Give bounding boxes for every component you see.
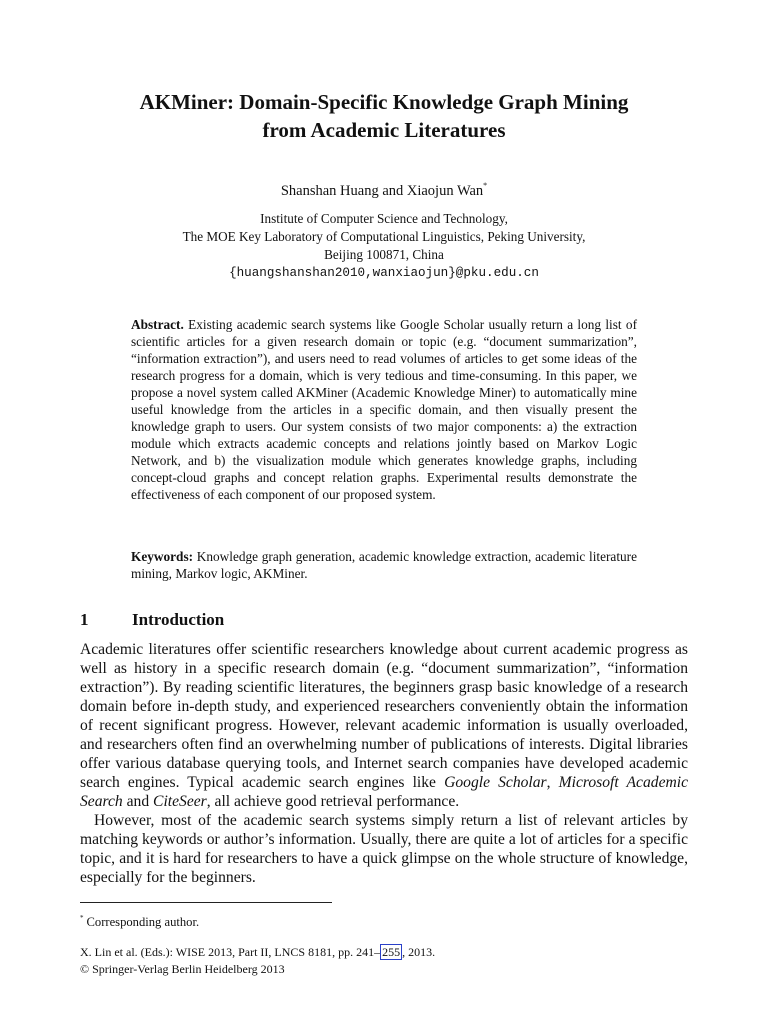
engine-google-scholar: Google Scholar	[444, 774, 547, 791]
keywords	[131, 548, 637, 582]
section-heading	[80, 609, 224, 631]
citation-suffix: , 2013.	[402, 945, 436, 959]
section-number: 1	[80, 610, 89, 629]
abstract	[131, 316, 637, 503]
keywords-label: Keywords:	[131, 549, 194, 564]
affiliation-line-3: Beijing 100871, China	[324, 247, 444, 262]
intro-paragraph-1-end: , all achieve good retrieval performance.	[206, 793, 460, 810]
intro-paragraph-1	[80, 640, 688, 811]
introduction-body	[80, 640, 688, 887]
author-names: Shanshan Huang and Xiaojun Wan	[280, 183, 484, 199]
corresponding-author-mark: *	[483, 181, 488, 190]
abstract-label: Abstract.	[131, 317, 184, 332]
affiliation-line-1: Institute of Computer Science and Technology,	[260, 211, 508, 226]
abstract-text: Existing academic search systems like Google Scholar usually return a long list of scientific articles for a given research domain or topic (e.g. “document summarization”, “information extraction”), and users need to read volumes of articles to get some ideas of the research progress for a domain, which is very tedious and time-consuming. In this paper, we propose a novel system called AKMiner (Academic Knowledge Miner) to automatically mine useful knowledge from the articles in a specific domain, and then visually present the knowledge graph to users. Our system consists of two major components: a) the extraction module which extracts academic concepts and relations jointly based on Markov Logic Network, and b) the visualization module which generates knowledge graphs, including concept-cloud graphs and concept relation graphs. Experimental results demonstrate the effectiveness of each component of our proposed system.	[131, 317, 637, 502]
engine-microsoft-academic-search: Microsoft Academic Search	[80, 774, 689, 810]
authors	[60, 176, 708, 201]
citation-line-1	[80, 944, 435, 961]
author-emails: {huangshanshan2010,wanxiaojun}@pku.edu.cn	[229, 266, 539, 280]
engine-separator-1: ,	[546, 774, 559, 791]
footnote-mark: *	[80, 914, 84, 922]
engine-citeseer: CiteSeer	[153, 793, 207, 810]
intro-paragraph-2: However, most of the academic search systems simply return a list of relevant articles by matching keywords or author’s information. Usually, there are quite a lot of articles for a specific topic, and it is hard for researchers to have a quick glimpse on the whole structure of knowledge, especially for the beginners.	[80, 812, 688, 886]
page-end-link[interactable]: 255	[382, 945, 401, 959]
paper-title	[60, 88, 708, 144]
footnote	[80, 910, 199, 930]
keywords-text: Knowledge graph generation, academic knowledge extraction, academic literature mining, Markov logic, AKMiner.	[131, 549, 637, 581]
affiliation-line-2: The MOE Key Laboratory of Computational Linguistics, Peking University,	[182, 229, 586, 244]
section-title: Introduction	[132, 610, 225, 629]
title-line-1: AKMiner: Domain-Specific Knowledge Graph Mining	[139, 90, 629, 114]
citation-block	[80, 944, 435, 978]
copyright-line: © Springer-Verlag Berlin Heidelberg 2013	[80, 962, 285, 976]
engine-separator-2: and	[122, 793, 154, 810]
affiliation-block	[60, 210, 708, 282]
citation-prefix: X. Lin et al. (Eds.): WISE 2013, Part II, LNCS 8181, pp. 241–	[80, 945, 381, 959]
footnote-rule	[80, 902, 332, 903]
title-line-2: from Academic Literatures	[262, 118, 506, 142]
intro-paragraph-1-text: Academic literatures offer scientific researchers knowledge about current academic progress as well as history in a specific research domain (e.g. “document summarization”, “information extraction”). By reading scientific literatures, the beginners grasp basic knowledge of a research domain before in-depth study, and experienced researchers conveniently obtain the information of recent significant progress. However, relevant academic information is usually overloaded, and researchers often find an overwhelming number of publications of interests. Digital libraries offer various database querying tools, and Internet search companies have developed academic search engines. Typical academic search engines like	[80, 641, 688, 791]
footnote-text: Corresponding author.	[86, 915, 200, 929]
